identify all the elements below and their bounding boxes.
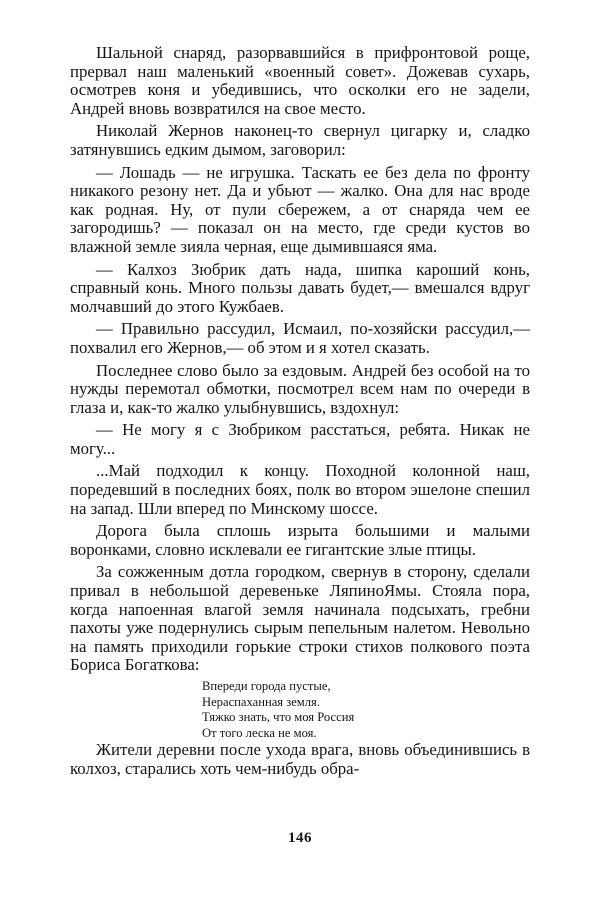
poem-quote (202, 679, 530, 741)
paragraph: — Не могу я с Зюбриком расстаться, ребята. Никак не могу... (70, 420, 530, 458)
paragraph: Последнее слово было за ездовым. Андрей без особой на то нужды перемотал обмотки, посмотрел всем нам по очереди в глаза и, как-то жалко улыбнувшись, вздохнул: (70, 360, 530, 417)
paragraph: ...Май подходил к концу. Походной колонной наш, поредевший в последних боях, полк во втором эшелоне спешил на запад. Шли вперед по Минскому шоссе. (70, 461, 530, 518)
paragraph: — Лошадь — не игрушка. Таскать ее без дела по фронту никакого резону нет. Да и убьют — жалко. Она для нас вроде как родная. Ну, от пули сбережем, а от снаряда чем ее загородишь? — показал он на место, где среди кустов во влажной земле зияла черная, еще дымившаяся яма. (70, 162, 530, 256)
paragraph: Дорога была сплошь изрыта большими и малыми воронками, словно исклевали ее гигантские злые птицы. (70, 521, 530, 559)
paragraph: Шальной снаряд, разорвавшийся в прифронтовой роще, прервал наш маленький «военный совет». Дожевав сухарь, осмотрев коня и убедившись, что осколки его не задели, Андрей вновь возвратился на свое место. (70, 43, 530, 118)
poem-line: Нераспаханная земля. (202, 694, 320, 709)
paragraph: Николай Жернов наконец-то свернул цигарку и, сладко затянувшись едким дымом, заговорил: (70, 121, 530, 159)
paragraph: — Правильно рассудил, Исмаил, по-хозяйски рассудил,— похвалил его Жернов,— об этом и я хотел сказать. (70, 319, 530, 357)
paragraph: За сожженным дотла городком, свернув в сторону, сделали привал в небольшой деревеньке ЛяпиноЯмы. Стояла пора, когда напоенная влагой земля начинала подсыхать, гребни пахоты уже подернулись сырым пепельным налетом. Невольно на память приходили горькие строки стихов полкового поэта Бориса Богаткова: (70, 562, 530, 675)
book-page (70, 44, 530, 874)
poem-line: Тяжко знать, что моя Россия (202, 710, 355, 725)
poem-line: Впереди города пустые, (202, 679, 331, 693)
page-body (70, 44, 530, 779)
poem-line: От того леска не моя. (202, 725, 317, 740)
paragraph: — Калхоз Зюбрик дать нада, шипка кароший конь, справный конь. Много пользы давать будет,— вмешался вдруг молчавший до этого Кужбаев. (70, 259, 530, 316)
page-number: 146 (288, 830, 312, 846)
closing-paragraph: Жители деревни после ухода врага, вновь объединившись в колхоз, старались хоть чем-нибудь обра- (70, 740, 530, 778)
